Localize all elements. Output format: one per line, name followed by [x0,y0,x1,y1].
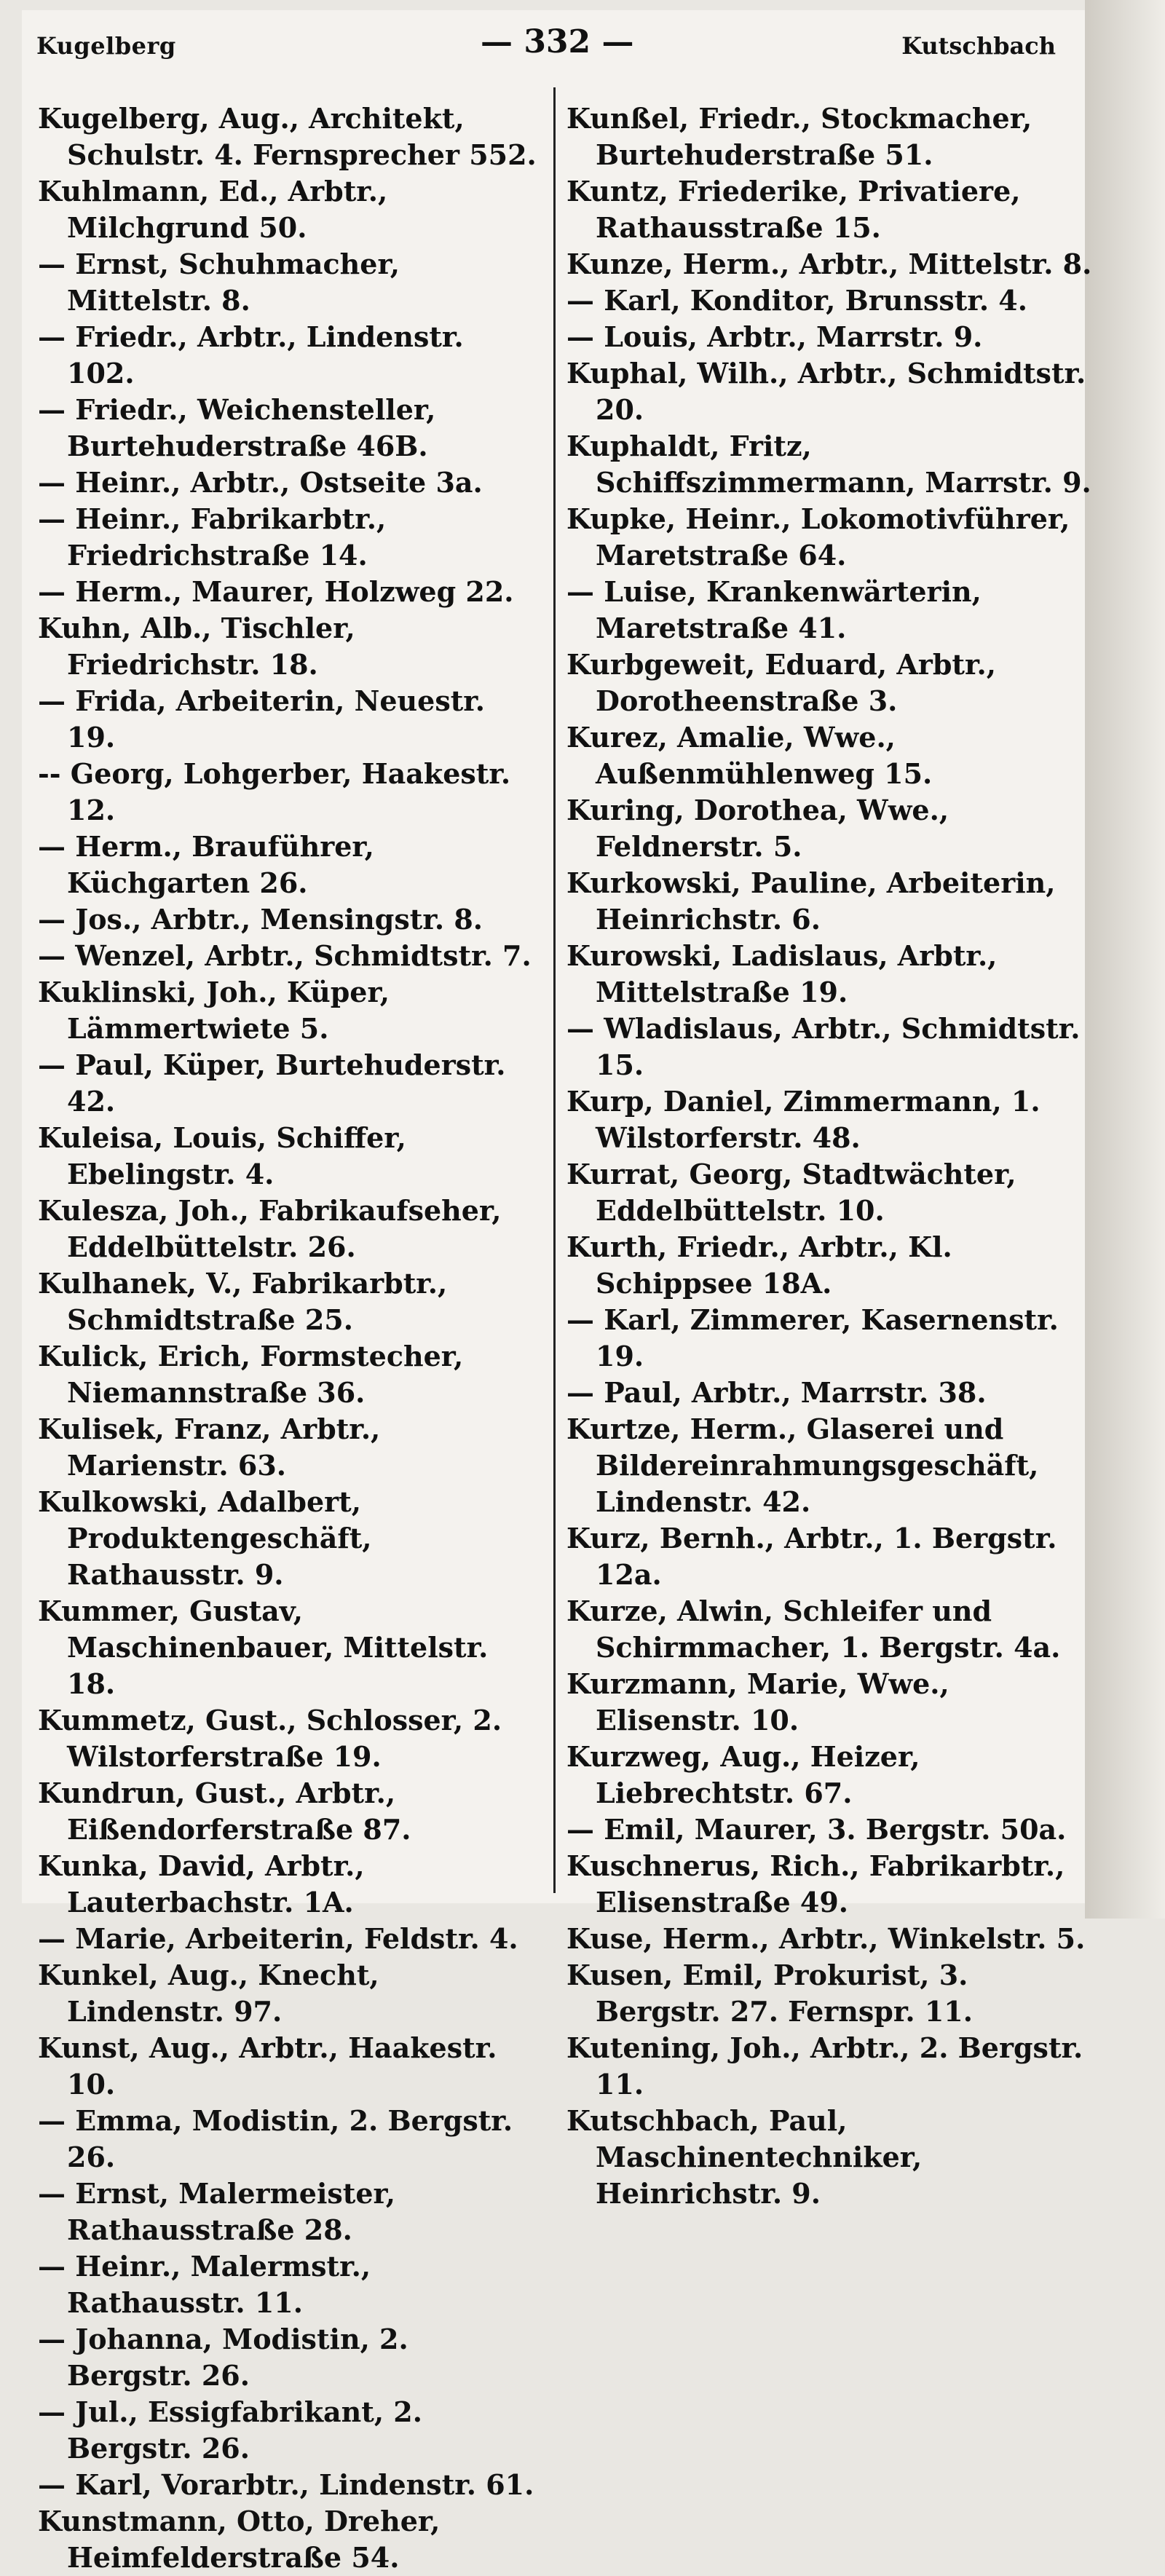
directory-entry: Kuphal, Wilh., Arbtr., Schmidtstr. 20. [566,357,1086,426]
directory-entry: Kummetz, Gust., Schlosser, 2. Wilstorferstraße 19. [38,1704,502,1773]
directory-entry: Kulhanek, V., Fabrikarbtr., Schmidtstraße 25. [38,1267,448,1336]
directory-entry: Kunze, Herm., Arbtr., Mittelstr. 8. [566,248,1092,280]
directory-entry: Kuphaldt, Fritz, Schiffszimmermann, Marrstr. 9. [566,430,1091,499]
directory-entry: — Frida, Arbeiterin, Neuestr. 19. [38,684,486,754]
directory-entry: Kulisek, Franz, Arbtr., Marienstr. 63. [38,1413,381,1482]
directory-entry: Kugelberg, Aug., Architekt, Schulstr. 4. Fernsprecher 552. [38,102,537,171]
directory-entry: Kurkowski, Pauline, Arbeiterin, Heinrichstr. 6. [566,866,1056,936]
page-number: — 332 — [481,23,634,60]
directory-entry: Kummer, Gustav, Maschinenbauer, Mittelstr. 18. [38,1595,489,1700]
directory-entry: — Karl, Vorarbtr., Lindenstr. 61. [38,2468,534,2501]
directory-entry: Kurz, Bernh., Arbtr., 1. Bergstr. 12a. [566,1522,1057,1591]
directory-entry: Kunka, David, Arbtr., Lauterbachstr. 1A. [38,1849,365,1919]
directory-entry: Kuklinski, Joh., Küper, Lämmertwiete 5. [38,976,390,1045]
directory-entry: Kurez, Amalie, Wwe., Außenmühlenweg 15. [566,721,933,790]
directory-entry: Kuhlmann, Ed., Arbtr., Milchgrund 50. [38,175,388,244]
directory-entry: Kurtze, Herm., Glaserei und Bildereinrahmungsgeschäft, Lindenstr. 42. [566,1413,1039,1518]
directory-entry: — Heinr., Arbtr., Ostseite 3a. [38,466,483,499]
right-column [566,100,1098,2212]
right-headword: Kutschbach [901,32,1056,60]
directory-entry: -- Georg, Lohgerber, Haakestr. 12. [38,757,511,826]
directory-entry: Kutschbach, Paul, Maschinentechniker, Heinrichstr. 9. [566,2104,923,2210]
directory-entry: — Emil, Maurer, 3. Bergstr. 50a. [566,1813,1067,1846]
directory-entry: — Ernst, Malermeister, Rathausstraße 28. [38,2177,395,2246]
directory-entry: Kunßel, Friedr., Stockmacher, Burtehuderstraße 51. [566,102,1032,171]
directory-entry: Kurp, Daniel, Zimmermann, 1. Wilstorferstr. 48. [566,1085,1040,1154]
directory-entry: Kunstmann, Otto, Dreher, Heimfelderstraße 54. [38,2505,441,2574]
directory-entry: — Wladislaus, Arbtr., Schmidtstr. 15. [566,1012,1081,1081]
directory-entry: Kulesza, Joh., Fabrikaufseher, Eddelbüttelstr. 26. [38,1194,502,1263]
directory-entry: — Friedr., Weichensteller, Burtehuderstraße 46B. [38,393,436,462]
directory-entry: Kuleisa, Louis, Schiffer, Ebelingstr. 4. [38,1121,406,1190]
directory-entry: — Herm., Maurer, Holzweg 22. [38,575,514,608]
directory-entry: Kurbgeweit, Eduard, Arbtr., Dorotheenstraße 3. [566,648,996,717]
directory-entry: — Heinr., Fabrikarbtr., Friedrichstraße 14. [38,502,387,572]
directory-entry: Kurowski, Ladislaus, Arbtr., Mittelstraße 19. [566,939,998,1008]
directory-entry: — Luise, Krankenwärterin, Maretstraße 41. [566,575,982,644]
directory-entry: Kurrat, Georg, Stadtwächter, Eddelbüttelstr. 10. [566,1158,1016,1227]
directory-entry: — Paul, Küper, Burtehuderstr. 42. [38,1048,506,1118]
directory-entry: — Johanna, Modistin, 2. Bergstr. 26. [38,2323,408,2392]
directory-entry: Kurth, Friedr., Arbtr., Kl. Schippsee 18A. [566,1230,952,1300]
directory-entry: — Marie, Arbeiterin, Feldstr. 4. [38,1922,518,1955]
directory-entry: Kurzmann, Marie, Wwe., Elisenstr. 10. [566,1667,949,1737]
directory-entry: Kuring, Dorothea, Wwe., Feldnerstr. 5. [566,794,949,863]
directory-entry: Kunst, Aug., Arbtr., Haakestr. 10. [38,2031,497,2101]
directory-entry: — Karl, Konditor, Brunsstr. 4. [566,284,1027,317]
directory-entry: Kuschnerus, Rich., Fabrikarbtr., Elisenstraße 49. [566,1849,1065,1919]
directory-entry: — Friedr., Arbtr., Lindenstr. 102. [38,320,464,390]
directory-entry: — Heinr., Malermstr., Rathausstr. 11. [38,2250,371,2319]
left-column [38,100,540,2576]
page-header [36,22,1070,66]
directory-entry: Kupke, Heinr., Lokomotivführer, Maretstraße 64. [566,502,1070,572]
left-headword: Kugelberg [36,32,176,60]
directory-entry: Kundrun, Gust., Arbtr., Eißendorferstraße 87. [38,1777,411,1846]
directory-entry: Kuhn, Alb., Tischler, Friedrichstr. 18. [38,612,355,681]
directory-entry: — Paul, Arbtr., Marrstr. 38. [566,1376,987,1409]
directory-entry: — Louis, Arbtr., Marrstr. 9. [566,320,983,353]
directory-entry: Kutening, Joh., Arbtr., 2. Bergstr. 11. [566,2031,1083,2101]
directory-entry: Kuse, Herm., Arbtr., Winkelstr. 5. [566,1922,1086,1955]
directory-entry: — Herm., Brauführer, Küchgarten 26. [38,830,374,899]
directory-entry: Kulkowski, Adalbert, Produktengeschäft, Rathausstr. 9. [38,1485,372,1591]
directory-entry: Kulick, Erich, Formstecher, Niemannstraße 36. [38,1340,464,1409]
directory-entry: Kurze, Alwin, Schleifer und Schirmmacher, 1. Bergstr. 4a. [566,1595,1061,1664]
directory-entry: — Ernst, Schuhmacher, Mittelstr. 8. [38,248,400,317]
directory-entry: — Karl, Zimmerer, Kasernenstr. 19. [566,1303,1059,1372]
directory-entry: Kunkel, Aug., Knecht, Lindenstr. 97. [38,1959,379,2028]
directory-entry: Kusen, Emil, Prokurist, 3. Bergstr. 27. Fernspr. 11. [566,1959,973,2028]
column-divider [553,87,556,1893]
directory-entry: Kuntz, Friederike, Privatiere, Rathausstraße 15. [566,175,1021,244]
directory-entry: — Jos., Arbtr., Mensingstr. 8. [38,903,483,936]
directory-entry: — Jul., Essigfabrikant, 2. Bergstr. 26. [38,2395,422,2465]
directory-entry: — Wenzel, Arbtr., Schmidtstr. 7. [38,939,532,972]
directory-entry: Kurzweg, Aug., Heizer, Liebrechtstr. 67. [566,1740,920,1809]
directory-entry: — Emma, Modistin, 2. Bergstr. 26. [38,2104,513,2173]
